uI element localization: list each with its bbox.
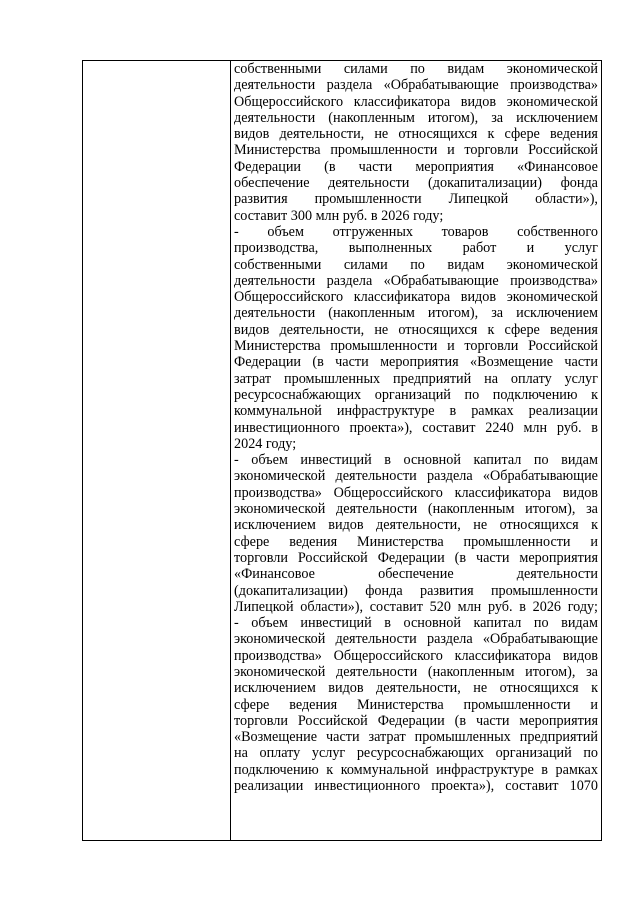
text-word: Министерства	[357, 533, 444, 550]
text-line	[234, 175, 598, 191]
text-word: 2026	[532, 598, 561, 615]
text-word: организаций	[374, 386, 451, 403]
text-word: промышленности	[463, 533, 571, 550]
text-line	[234, 468, 598, 484]
text-word: производства»	[234, 647, 322, 664]
text-word: деятельности	[516, 566, 598, 583]
document-table	[82, 60, 602, 841]
text-line	[234, 762, 598, 778]
text-word: видам	[447, 61, 485, 77]
text-word: раздела	[326, 77, 373, 94]
text-word: объем	[251, 452, 288, 469]
text-word: промышленности	[490, 582, 598, 599]
text-word: инфраструктуре	[336, 403, 435, 420]
text-word: ведения	[549, 321, 598, 338]
text-word: (накопленным	[427, 663, 515, 680]
text-word: отгруженных	[332, 223, 414, 240]
text-word: итогом),	[525, 663, 576, 680]
text-word: Федерации	[234, 158, 302, 175]
text-word: -	[234, 452, 239, 469]
text-word: Министерства	[234, 338, 321, 355]
text-word: услуг	[311, 745, 346, 762]
text-word: экономической	[506, 61, 598, 77]
text-word: инвестиционного	[314, 778, 421, 795]
text-word: относящихся	[499, 680, 579, 697]
text-word: деятельности	[234, 272, 316, 289]
text-word: ведения	[289, 533, 338, 550]
text-word: Российской	[528, 338, 598, 355]
text-line	[234, 354, 598, 370]
text-line	[234, 371, 598, 387]
text-word: собственного	[517, 223, 598, 240]
text-word: собственными	[234, 61, 322, 77]
text-word: услуг	[564, 370, 598, 387]
text-word: по	[533, 452, 549, 469]
text-word: мероприятия	[519, 712, 598, 729]
text-word: не	[473, 517, 488, 534]
text-line	[234, 517, 598, 533]
text-word: деятельности	[335, 663, 418, 680]
text-word: исключением	[516, 305, 598, 322]
text-word: предприятий	[519, 729, 598, 746]
text-line	[234, 501, 598, 517]
text-word: проекта»),	[349, 419, 413, 436]
text-word: видов	[460, 93, 497, 110]
text-line	[234, 289, 598, 305]
text-line	[234, 110, 598, 126]
text-line	[234, 94, 598, 110]
text-word: экономической	[234, 631, 326, 648]
text-word: по	[410, 256, 425, 273]
text-word: исключением	[516, 109, 598, 126]
text-word: ресурсоснабжающих	[234, 386, 362, 403]
text-line-content: 2024 году;	[234, 435, 297, 452]
text-word: силами	[343, 256, 388, 273]
table-right-cell	[231, 61, 601, 840]
text-word: производства,	[234, 240, 319, 257]
text-word: за	[491, 109, 504, 126]
text-word: промышленности	[330, 142, 438, 159]
text-word: Федерации	[377, 549, 445, 566]
text-word: 2240	[485, 419, 514, 436]
text-word: (накопленным	[328, 109, 415, 126]
text-word: относящихся	[499, 517, 579, 534]
text-word: в	[384, 452, 391, 469]
text-word: Российской	[297, 712, 368, 729]
text-word: за	[491, 305, 504, 322]
text-line	[234, 126, 598, 142]
text-word: обеспечение	[378, 566, 454, 583]
text-word: фонда	[365, 582, 403, 599]
text-word: за	[586, 501, 598, 518]
text-word: «Обрабатывающие	[482, 631, 598, 648]
text-word: деятельности,	[376, 680, 461, 697]
text-word: на	[234, 745, 248, 762]
text-word: деятельности	[335, 631, 417, 648]
text-word: к	[591, 517, 598, 534]
text-word: Министерства	[357, 696, 444, 713]
text-word: к	[487, 126, 495, 143]
text-word: капитал	[473, 452, 522, 469]
text-word: деятельности,	[376, 517, 461, 534]
text-line	[234, 191, 598, 207]
text-word: видам	[447, 256, 485, 273]
text-word: мероприятия	[519, 549, 598, 566]
text-word: к	[487, 321, 495, 338]
text-line	[234, 534, 598, 550]
text-word: деятельности	[234, 305, 316, 322]
text-word: части	[358, 158, 393, 175]
text-word: силами	[343, 61, 388, 77]
text-line	[234, 224, 598, 240]
text-line-content: составит 300 млн руб. в 2026 году;	[234, 207, 444, 224]
text-word: по	[533, 615, 549, 632]
text-word: инвестиций	[300, 615, 372, 632]
text-word: обеспечение	[234, 175, 310, 192]
text-word: в	[449, 403, 457, 420]
text-word: «Финансовое	[517, 158, 598, 175]
text-line	[234, 305, 598, 321]
text-line	[234, 77, 598, 93]
text-word: промышленных	[284, 370, 381, 387]
text-word: -	[234, 223, 239, 240]
text-word: и	[590, 533, 598, 550]
text-word: -	[234, 615, 239, 632]
text-word: по	[410, 61, 425, 77]
text-word: видов	[234, 126, 270, 143]
text-word: и	[447, 338, 455, 355]
text-word: и	[526, 240, 535, 257]
text-word: ведения	[289, 696, 338, 713]
text-word: основной	[403, 452, 461, 469]
text-word: области»),	[300, 598, 364, 615]
text-word: (в	[324, 158, 336, 175]
text-line	[234, 485, 598, 501]
text-word: ведения	[549, 126, 598, 143]
text-line	[234, 159, 598, 175]
text-word: предприятий	[393, 370, 472, 387]
text-word: 1070	[569, 778, 598, 795]
text-word: раздела	[427, 631, 473, 648]
text-line	[234, 583, 598, 599]
text-word: проекта»),	[431, 778, 495, 795]
text-line	[234, 745, 598, 761]
text-word: «Возмещение	[234, 729, 318, 746]
text-word: относящихся	[398, 126, 478, 143]
text-word: раздела	[326, 272, 373, 289]
text-word: торговли	[234, 712, 288, 729]
text-word: основной	[403, 615, 461, 632]
text-word: (в	[454, 712, 467, 729]
text-word: организаций	[495, 745, 572, 762]
text-word: инвестиций	[300, 452, 372, 469]
text-word: классификатора	[353, 93, 451, 110]
text-word: объем	[251, 615, 288, 632]
text-word: промышленности	[330, 338, 438, 355]
text-word: классификатора	[353, 289, 451, 306]
text-word: (докапитализации)	[428, 175, 542, 192]
text-word: составит	[505, 778, 559, 795]
text-word: исключением	[234, 517, 316, 534]
text-line	[234, 566, 598, 582]
text-word: работ	[462, 240, 497, 257]
text-line	[234, 664, 598, 680]
text-word: деятельности,	[279, 126, 365, 143]
text-word: инфраструктуре	[436, 761, 534, 778]
text-word: сфере	[504, 321, 540, 338]
text-word: услуг	[564, 240, 598, 257]
text-word: экономической	[506, 289, 598, 306]
text-line	[234, 240, 598, 256]
text-word: за	[586, 663, 598, 680]
text-word: подключению	[492, 386, 578, 403]
text-word: экономической	[234, 663, 326, 680]
text-word: млн	[523, 419, 548, 436]
text-line	[234, 452, 598, 468]
text-word: деятельности,	[279, 321, 365, 338]
text-word: (накопленным	[328, 305, 415, 322]
text-word: фонда	[560, 175, 598, 192]
text-line	[234, 208, 598, 224]
text-word: капитал	[473, 615, 522, 632]
text-line	[234, 420, 598, 436]
text-word: промышленных	[414, 729, 511, 746]
text-word: деятельности	[335, 501, 418, 518]
text-line	[234, 273, 598, 289]
text-word: итогом),	[525, 501, 576, 518]
text-word: к	[326, 761, 334, 778]
text-word: видов	[328, 680, 364, 697]
text-word: итогом),	[427, 305, 479, 322]
text-word: инвестиционного	[234, 419, 340, 436]
text-word: торговли	[234, 549, 288, 566]
text-word: рамках	[555, 761, 598, 778]
text-line	[234, 599, 598, 615]
text-word: развития	[419, 582, 474, 599]
text-word: (в	[454, 549, 467, 566]
text-line	[234, 729, 598, 745]
text-word: «Финансовое	[234, 566, 315, 583]
text-word: в	[384, 615, 391, 632]
text-line	[234, 142, 598, 158]
text-word: видов	[460, 289, 497, 306]
text-word: развития	[234, 191, 288, 208]
text-word: сфере	[234, 533, 270, 550]
text-word: сфере	[504, 126, 540, 143]
text-word: объем	[267, 223, 304, 240]
text-word: производства»	[510, 272, 598, 289]
text-line	[234, 697, 598, 713]
text-word: относящихся	[398, 321, 478, 338]
text-word: экономической	[506, 256, 598, 273]
text-word: реализации	[528, 403, 598, 420]
text-word: сфере	[234, 696, 270, 713]
text-word: составит	[422, 419, 476, 436]
text-word: «Возмещение	[470, 354, 554, 371]
text-line	[234, 680, 598, 696]
text-word: итогом),	[427, 109, 479, 126]
text-word: мероприятия	[415, 158, 494, 175]
text-word: руб.	[556, 419, 582, 436]
text-word: затрат	[368, 729, 406, 746]
text-word: видов	[562, 484, 598, 501]
text-word: по	[464, 386, 480, 403]
text-word: мероприятия	[380, 354, 459, 371]
text-word: видов	[328, 517, 364, 534]
text-word: области»),	[535, 191, 598, 208]
text-word: части	[326, 729, 360, 746]
text-word: «Обрабатывающие	[383, 272, 499, 289]
text-word: деятельности	[335, 468, 417, 485]
text-word: и	[447, 142, 455, 159]
text-word: Министерства	[234, 142, 321, 159]
text-word: деятельности	[234, 77, 316, 94]
text-word: Российской	[297, 549, 368, 566]
table-left-cell	[83, 61, 231, 840]
text-line	[234, 648, 598, 664]
text-word: части	[475, 712, 510, 729]
text-word: Общероссийского	[234, 289, 344, 306]
text-word: торговли	[464, 142, 519, 159]
text-word: коммунальной	[234, 403, 322, 420]
text-line	[234, 387, 598, 403]
text-word: в	[591, 419, 598, 436]
text-line	[234, 403, 598, 419]
text-word: (докапитализации)	[234, 582, 348, 599]
text-word: выполненных	[348, 240, 433, 257]
text-word: году;	[567, 598, 598, 615]
text-word: Федерации	[377, 712, 445, 729]
text-word: части	[335, 354, 369, 371]
text-word: (в	[312, 354, 324, 371]
text-word: части	[564, 354, 598, 371]
text-word: по	[583, 745, 598, 762]
text-word: производства»	[234, 484, 322, 501]
text-word: части	[475, 549, 510, 566]
text-word: 520	[429, 598, 451, 615]
text-word: собственными	[234, 256, 322, 273]
text-word: оплату	[259, 745, 301, 762]
text-line	[234, 322, 598, 338]
text-word: затрат	[234, 370, 272, 387]
text-word: рамках	[471, 403, 514, 420]
text-word: ресурсоснабжающих	[356, 745, 484, 762]
text-word: Общероссийского	[333, 647, 443, 664]
text-line	[234, 436, 598, 452]
text-word: Российской	[528, 142, 598, 159]
text-word: экономической	[234, 468, 326, 485]
text-word: руб.	[487, 598, 513, 615]
text-word: классификатора	[454, 484, 551, 501]
text-word: Общероссийского	[234, 93, 344, 110]
text-word: к	[591, 680, 598, 697]
text-word: Липецкой	[448, 191, 509, 208]
text-word: промышленности	[463, 696, 571, 713]
text-word: не	[374, 321, 389, 338]
text-word: классификатора	[454, 647, 551, 664]
text-word: деятельности	[234, 109, 316, 126]
text-line	[234, 615, 598, 631]
text-line	[234, 550, 598, 566]
text-word: раздела	[427, 468, 473, 485]
text-word: реализации	[234, 778, 304, 795]
text-word: Федерации	[234, 354, 302, 371]
text-word: не	[374, 126, 389, 143]
text-word: и	[590, 696, 598, 713]
text-line	[234, 257, 598, 273]
text-word: на	[484, 370, 499, 387]
text-word: деятельности	[328, 175, 410, 192]
text-word: промышленности	[314, 191, 422, 208]
text-line	[234, 778, 598, 794]
text-word: видов	[234, 321, 270, 338]
text-word: в	[541, 761, 548, 778]
text-word: Общероссийского	[333, 484, 443, 501]
text-word: экономической	[506, 93, 598, 110]
text-word: млн	[457, 598, 482, 615]
text-word: коммунальной	[340, 761, 429, 778]
text-word: производства»	[510, 77, 598, 94]
text-word: не	[473, 680, 488, 697]
text-line	[234, 338, 598, 354]
text-word: торговли	[464, 338, 519, 355]
text-line	[234, 631, 598, 647]
text-word: подключению	[234, 761, 319, 778]
text-word: видам	[561, 615, 598, 632]
text-word: (накопленным	[427, 501, 515, 518]
text-word: видам	[561, 452, 598, 469]
text-word: Липецкой	[234, 598, 294, 615]
text-word: оплату	[510, 370, 552, 387]
text-line	[234, 61, 598, 77]
text-word: экономической	[234, 501, 326, 518]
text-word: в	[519, 598, 526, 615]
text-word: «Обрабатывающие	[383, 77, 499, 94]
text-line	[234, 713, 598, 729]
text-word: товаров	[441, 223, 489, 240]
text-word: исключением	[234, 680, 316, 697]
text-word: к	[591, 386, 598, 403]
text-word: видов	[562, 647, 598, 664]
text-word: составит	[369, 598, 423, 615]
text-word: «Обрабатывающие	[482, 468, 598, 485]
